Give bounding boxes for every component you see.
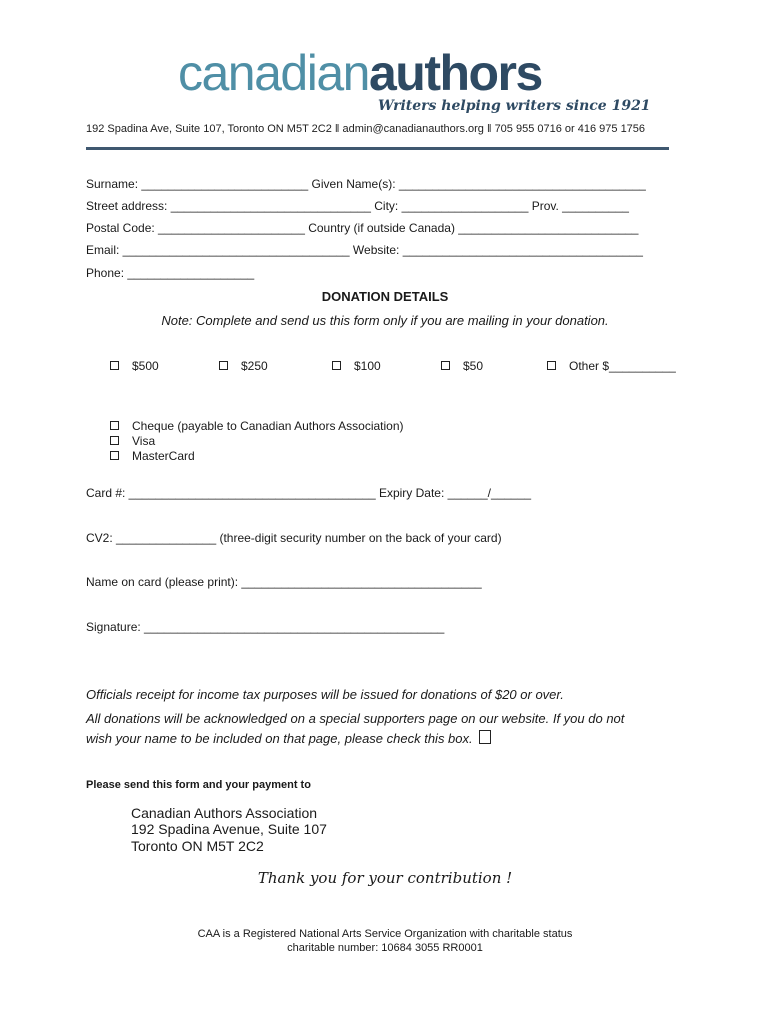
mailing-name: Canadian Authors Association xyxy=(131,805,318,821)
payment-method-visa[interactable]: Visa xyxy=(110,434,155,448)
payment-method-cheque[interactable]: Cheque (payable to Canadian Authors Association) xyxy=(110,419,404,433)
header-divider xyxy=(86,147,669,150)
opt-out-checkbox-icon[interactable] xyxy=(479,730,491,744)
thank-you-message: Thank you for your contribution ! xyxy=(257,869,513,887)
cv2-field[interactable]: CV2: _______________ (three-digit security number on the back of your card) xyxy=(86,531,502,545)
name-on-card-field[interactable]: Name on card (please print): ____________________________________ xyxy=(86,575,482,589)
checkbox-icon[interactable] xyxy=(547,361,556,370)
donation-note: Note: Complete and send us this form only if you are mailing in your donation. xyxy=(161,313,609,328)
donation-title: DONATION DETAILS xyxy=(321,289,449,304)
payment-method-mastercard[interactable]: MasterCard xyxy=(110,449,195,463)
footer-line-2: charitable number: 10684 3055 RR0001 xyxy=(287,942,483,954)
logo-bold-text: authors xyxy=(368,45,542,101)
footer-line-1: CAA is a Registered National Arts Service Organization with charitable status xyxy=(197,928,573,940)
surname-field[interactable]: Surname: _________________________ Given Name(s): _____________________________________ xyxy=(86,177,646,191)
email-field[interactable]: Email: __________________________________ Website: ____________________________________ xyxy=(86,243,643,257)
checkbox-icon[interactable] xyxy=(110,421,119,430)
signature-field[interactable]: Signature: _____________________________________________ xyxy=(86,620,445,634)
checkbox-icon[interactable] xyxy=(110,361,119,370)
mailing-city: Toronto ON M5T 2C2 xyxy=(131,838,264,854)
amount-option-100[interactable]: $100 xyxy=(332,359,381,373)
logo xyxy=(178,45,542,101)
card-number-field[interactable]: Card #: _____________________________________ Expiry Date: ______/______ xyxy=(86,486,532,500)
address-line: 192 Spadina Ave, Suite 107, Toronto ON M5T 2C2 ǁ admin@canadianauthors.org ǁ 705 955 0716 or 416 975 1756 xyxy=(86,123,646,135)
amount-option-other[interactable]: Other $__________ xyxy=(547,359,676,373)
logo-light-text: canadian xyxy=(178,45,369,101)
checkbox-icon[interactable] xyxy=(110,451,119,460)
amount-option-250[interactable]: $250 xyxy=(219,359,268,373)
tagline: Writers helping writers since 1921 xyxy=(378,98,651,114)
amount-option-500[interactable]: $500 xyxy=(110,359,159,373)
checkbox-icon[interactable] xyxy=(219,361,228,370)
opt-out-note: wish your name to be included on that page, please check this box. xyxy=(86,731,491,747)
receipt-note: Officials receipt for income tax purposes will be issued for donations of $20 or over. xyxy=(86,687,564,702)
mailing-street: 192 Spadina Avenue, Suite 107 xyxy=(131,821,327,837)
postal-field[interactable]: Postal Code: ______________________ Country (if outside Canada) ___________________________ xyxy=(86,221,639,235)
acknowledgement-note: All donations will be acknowledged on a special supporters page on our website. If you do not xyxy=(86,711,625,726)
checkbox-icon[interactable] xyxy=(332,361,341,370)
checkbox-icon[interactable] xyxy=(110,436,119,445)
checkbox-icon[interactable] xyxy=(441,361,450,370)
mailing-heading: Please send this form and your payment to xyxy=(86,779,311,791)
street-field[interactable]: Street address: ______________________________ City: ___________________ Prov. __________ xyxy=(86,199,629,213)
amount-option-50[interactable]: $50 xyxy=(441,359,483,373)
phone-field[interactable]: Phone: ___________________ xyxy=(86,266,255,280)
